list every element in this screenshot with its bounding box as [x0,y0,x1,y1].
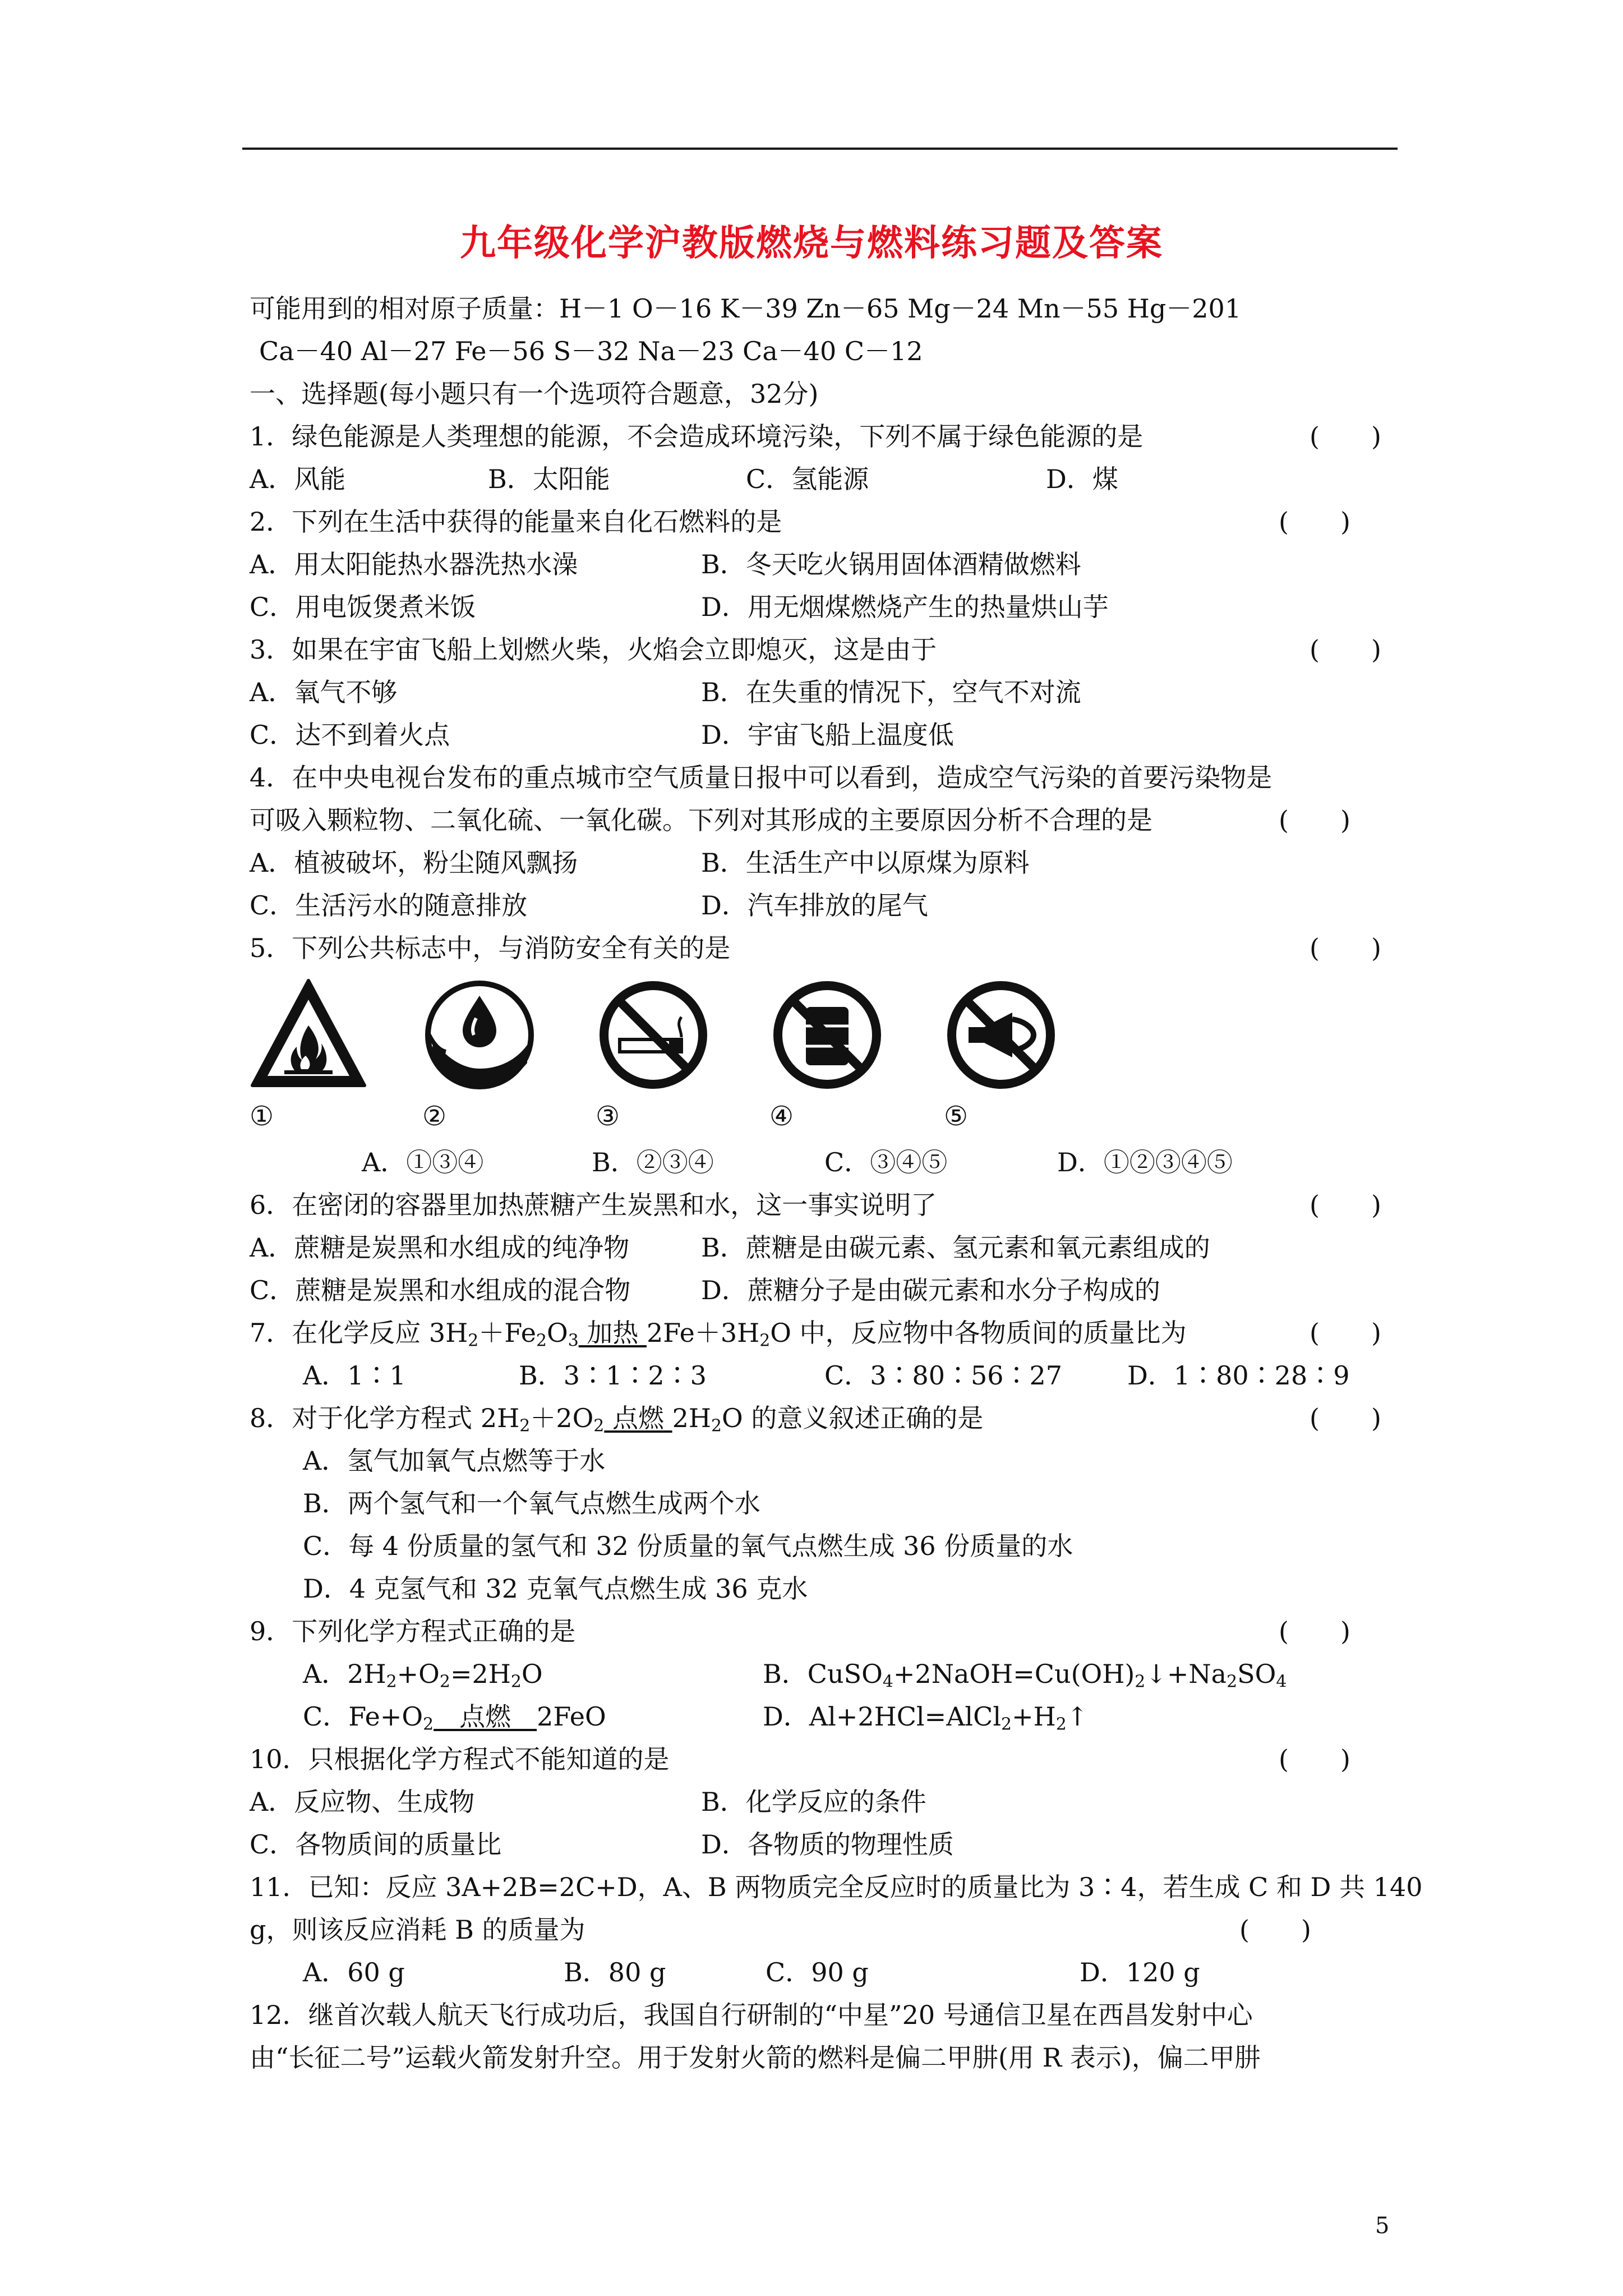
answer-paren: ( ) [1279,507,1350,537]
question-11-stem-line-1: 11．已知：反应 3A+2B=2C+D，A、B 两物质完全反应时的质量比为 3∶4，若生成 C 和 D 共 140 [250,1872,1423,1902]
answer-paren: ( ) [1310,634,1381,665]
q10-option-a: A．反应物、生成物 [250,1787,475,1817]
question-8-stem: 8．对于化学方程式 $2H_2+2O_2$ 点燃 $2H_2O$ 的意义叙述正确的是 [250,1403,984,1436]
q8-option-a: A．氢气加氧气点燃等于水 [303,1446,606,1476]
q11-option-d: D．120 g [1080,1957,1200,1987]
atomic-masses-line-1: 可能用到的相对原子质量：H－1 O－16 K－39 Zn－65 Mg－24 Mn－55 Hg－201 [250,293,1242,324]
no-oil-barrel-sign-icon [771,979,883,1091]
answer-paren: ( ) [1279,1616,1350,1646]
question-7-stem: 7．在化学反应 $3H_2+Fe_2O_3$ 加热 $2Fe+3H_2O$ 中，反应物中各物质间的质量比为 [250,1318,1187,1351]
q3-option-b: B．在失重的情况下，空气不对流 [701,677,1081,707]
q7-option-a: A．1∶1 [303,1360,406,1391]
q1-option-b: B．太阳能 [488,464,610,494]
q8-option-d: D．4 克氢气和 32 克氧气点燃生成 36 克水 [303,1573,808,1604]
question-10-stem: 10．只根据化学方程式不能知道的是 [250,1744,670,1774]
header-rule [242,148,1398,150]
q4-option-a: A．植被破坏，粉尘随风飘扬 [250,848,578,878]
answer-paren: ( ) [1310,421,1381,452]
sign-number-5: ⑤ [944,1101,969,1132]
q2-option-d: D．用无烟煤燃烧产生的热量烘山芋 [701,592,1109,622]
q5-option-c: C．③④⑤ [824,1147,948,1177]
answer-paren: ( ) [1310,1403,1381,1433]
q2-option-b: B．冬天吃火锅用固体酒精做燃料 [701,549,1081,579]
q9-option-a: A．$2H_2+O_2=2H_2O$ [303,1659,543,1692]
answer-paren: ( ) [1310,1190,1381,1220]
q9-option-c: C．$Fe+O_2$ 点燃 2FeO [303,1701,606,1734]
answer-paren: ( ) [1310,933,1381,963]
sign-number-3: ③ [596,1101,620,1132]
q10-option-b: B．化学反应的条件 [701,1787,926,1817]
question-4-stem-line-1: 4．在中央电视台发布的重点城市空气质量日报中可以看到，造成空气污染的首要污染物是 [250,762,1272,793]
reaction-condition: 加热 [578,1318,647,1348]
q8-option-c: C．每 4 份质量的氢气和 32 份质量的氧气点燃生成 36 份质量的水 [303,1531,1073,1561]
q7-option-d: D．1∶80∶28∶9 [1127,1360,1350,1391]
question-12-stem-line-1: 12．继首次载人航天飞行成功后，我国自行研制的“中星”20 号通信卫星在西昌发射中心 [250,2000,1253,2030]
flammable-warning-sign-icon [250,976,367,1091]
q2-option-c: C．用电饭煲煮米饭 [250,592,476,622]
answer-paren: ( ) [1279,1744,1350,1774]
q9-option-b: B．$CuSO_4+2NaOH=Cu(OH)_2↓+Na_2SO_4$ [763,1659,1287,1692]
q6-option-a: A．蔗糖是炭黑和水组成的纯净物 [250,1232,630,1263]
q7-option-c: C．3∶80∶56∶27 [824,1360,1063,1391]
q3-option-a: A．氧气不够 [250,677,398,707]
q3-option-d: D．宇宙飞船上温度低 [701,720,954,750]
q3-option-c: C．达不到着火点 [250,720,450,750]
q5-option-a: A．①③④ [362,1147,484,1177]
question-4-stem-line-2: 可吸入颗粒物、二氧化硫、一氧化碳。下列对其形成的主要原因分析不合理的是 [250,805,1152,835]
answer-paren: ( ) [1279,805,1350,835]
q4-option-d: D．汽车排放的尾气 [701,890,928,921]
q5-option-b: B．②③④ [592,1147,714,1177]
sign-number-4: ④ [769,1101,794,1132]
answer-paren: ( ) [1239,1915,1311,1945]
water-saving-sign-icon [423,979,536,1091]
question-1-stem: 1．绿色能源是人类理想的能源，不会造成环境污染，下列不属于绿色能源的是 [250,421,1144,452]
q5-option-d: D．①②③④⑤ [1057,1147,1233,1177]
q6-option-c: C．蔗糖是炭黑和水组成的混合物 [250,1275,631,1305]
q4-option-b: B．生活生产中以原煤为原料 [701,848,1030,878]
question-2-stem: 2．下列在生活中获得的能量来自化石燃料的是 [250,507,782,537]
q11-option-b: B．80 g [564,1957,666,1987]
section-heading: 一、选择题(每小题只有一个选项符合题意，32分) [250,379,819,409]
q11-option-c: C．90 g [766,1957,869,1987]
q7-option-b: B．3∶1∶2∶3 [519,1360,707,1391]
sign-number-2: ② [422,1101,447,1132]
no-horn-sign-icon [945,979,1057,1091]
q1-option-d: D．煤 [1046,464,1118,494]
question-11-stem-line-2: g，则该反应消耗 B 的质量为 [250,1915,585,1945]
q1-option-a: A．风能 [250,464,346,494]
question-12-stem-line-2: 由“长征二号”运载火箭发射升空。用于发射火箭的燃料是偏二甲肼(用 R 表示)，偏二甲肼 [250,2042,1261,2073]
q10-option-c: C．各物质间的质量比 [250,1829,502,1860]
question-6-stem: 6．在密闭的容器里加热蔗糖产生炭黑和水，这一事实说明了 [250,1190,937,1220]
q2-option-a: A．用太阳能热水器洗热水澡 [250,549,578,579]
sign-number-1: ① [250,1101,274,1132]
q10-option-d: D．各物质的物理性质 [701,1829,954,1860]
q8-option-b: B．两个氢气和一个氧气点燃生成两个水 [303,1488,760,1519]
q4-option-c: C．生活污水的随意排放 [250,890,528,921]
question-5-stem: 5．下列公共标志中，与消防安全有关的是 [250,933,731,963]
no-smoking-sign-icon [597,979,709,1091]
atomic-masses-line-2: Ca－40 Al－27 Fe－56 S－32 Na－23 Ca－40 C－12 [259,336,923,366]
question-9-stem: 9．下列化学方程式正确的是 [250,1616,576,1646]
q9-option-d: D．$Al+2HCl=AlCl_2+H_2↑$ [763,1701,1089,1734]
q1-option-c: C．氢能源 [746,464,869,494]
reaction-condition: 点燃 [434,1701,537,1732]
q6-option-d: D．蔗糖分子是由碳元素和水分子构成的 [701,1275,1160,1305]
answer-paren: ( ) [1310,1318,1381,1348]
q6-option-b: B．蔗糖是由碳元素、氢元素和氧元素组成的 [701,1232,1210,1263]
question-3-stem: 3．如果在宇宙飞船上划燃火柴，火焰会立即熄灭，这是由于 [250,634,937,665]
q11-option-a: A．60 g [303,1957,405,1987]
page-number: 5 [1375,2213,1390,2239]
page-title: 九年级化学沪教版燃烧与燃料练习题及答案 [460,222,1163,264]
reaction-condition: 点燃 [604,1403,672,1433]
